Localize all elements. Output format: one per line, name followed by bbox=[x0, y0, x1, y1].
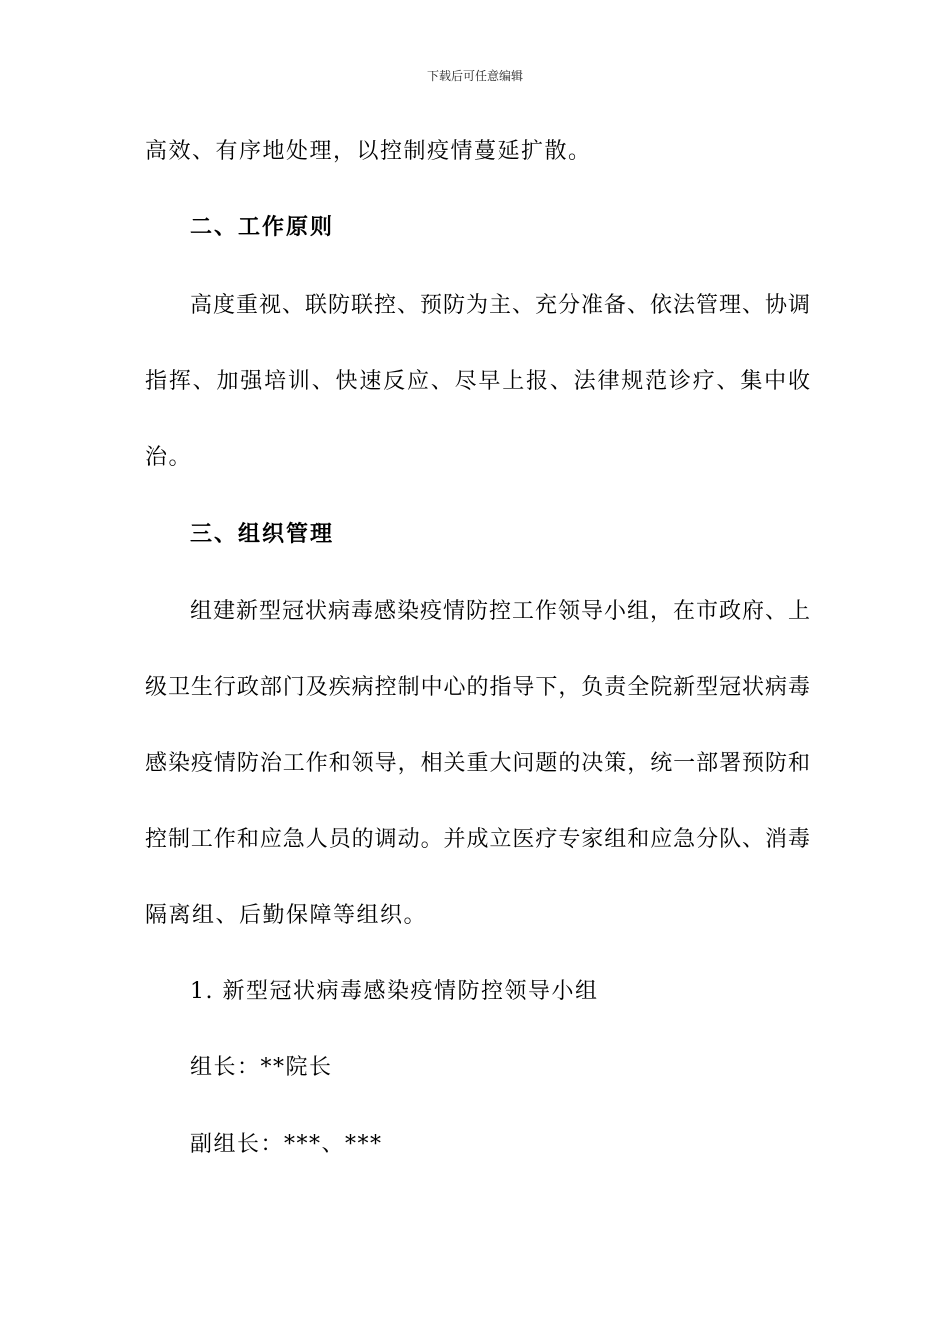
paragraph-line: 级卫生行政部门及疾病控制中心的指导下，负责全院新型冠状病毒 bbox=[145, 675, 810, 700]
paragraph-line: 高度重视、联防联控、预防为主、充分准备、依法管理、协调 bbox=[190, 293, 810, 318]
paragraph-line: 高效、有序地处理，以控制疫情蔓延扩散。 bbox=[145, 139, 592, 164]
paragraph-line: 隔离组、后勤保障等组织。 bbox=[145, 903, 428, 928]
subsection-title: 1. 新型冠状病毒感染疫情防控领导小组 bbox=[190, 979, 599, 1004]
paragraph-line: 控制工作和应急人员的调动。并成立医疗专家组和应急分队、消毒 bbox=[145, 827, 810, 852]
paragraph-line: 组建新型冠状病毒感染疫情防控工作领导小组，在市政府、上 bbox=[190, 599, 810, 624]
deputy-leader-line: 副组长：***、*** bbox=[190, 1132, 383, 1157]
section-heading-organization: 三、组织管理 bbox=[190, 522, 335, 547]
page-header-note: 下载后可任意编辑 bbox=[426, 69, 523, 83]
paragraph-line: 指挥、加强培训、快速反应、尽早上报、法律规范诊疗、集中收 bbox=[145, 369, 810, 394]
team-leader-line: 组长：**院长 bbox=[190, 1055, 333, 1080]
paragraph-line: 治。 bbox=[145, 445, 193, 470]
section-heading-principles: 二、工作原则 bbox=[190, 215, 335, 240]
paragraph-line: 感染疫情防治工作和领导，相关重大问题的决策，统一部署预防和 bbox=[145, 751, 810, 776]
